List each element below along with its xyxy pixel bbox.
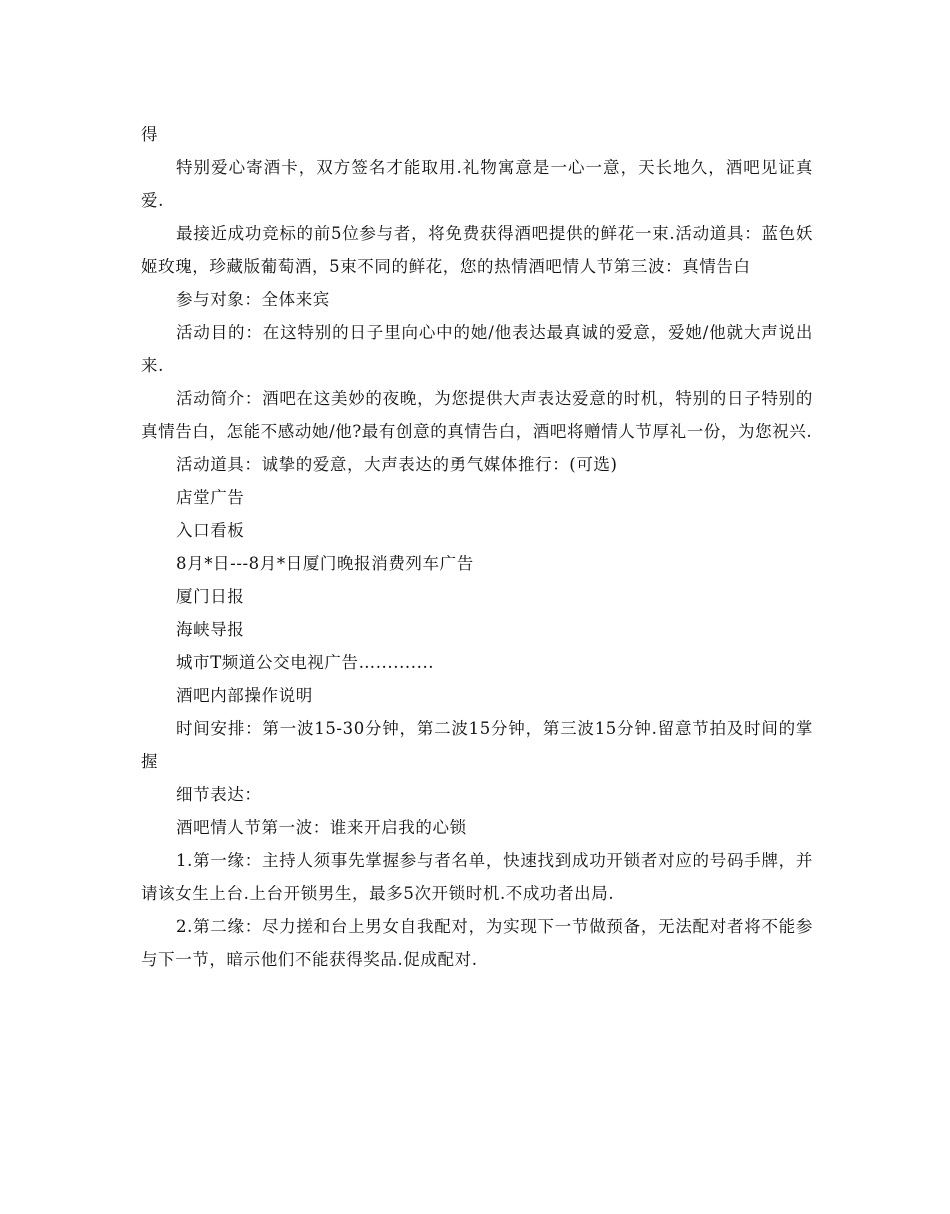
section-heading-operations: 酒吧内部操作说明 [176, 686, 313, 705]
list-item-strait-herald: 海峡导报 [176, 620, 245, 639]
list-item-xiamen-daily: 厦门日报 [176, 587, 245, 606]
document-body [141, 118, 813, 976]
paragraph-bid-flowers: 最接近成功竞标的前5位参与者，将免费获得酒吧提供的鲜花一束.活动道具：蓝色妖姬玫瑰，珍藏版葡萄酒，5束不同的鲜花，您的热情酒吧情人节第三波：真情告白 [141, 224, 813, 276]
paragraph-introduction: 活动简介：酒吧在这美妙的夜晚，为您提供大声表达爱意的时机，特别的日子特别的真情告白，怎能不感动她/他?最有创意的真情告白，酒吧将赠情人节厚礼一份，为您祝兴. [141, 389, 813, 441]
paragraph-time-schedule: 时间安排：第一波15-30分钟，第二波15分钟，第三波15分钟.留意节拍及时间的掌握 [141, 719, 813, 771]
paragraph-purpose: 活动目的：在这特别的日子里向心中的她/他表达最真诚的爱意，爱她/他就大声说出来. [141, 323, 813, 375]
paragraph-details-heading: 细节表达： [176, 785, 262, 804]
list-item-entrance-board: 入口看板 [176, 521, 245, 540]
paragraph-step-one: 1.第一缘：主持人须事先掌握参与者名单，快速找到成功开锁者对应的号码手牌，并请该女生上台.上台开锁男生，最多5次开锁时机.不成功者出局. [141, 851, 813, 903]
list-item-bus-tv-ad: 城市T频道公交电视广告….......... [176, 653, 435, 672]
paragraph-fragment: 得 [141, 125, 159, 144]
list-item-evening-news-ad: 8月*日---8月*日厦门晚报消费列车广告 [176, 554, 474, 573]
paragraph-wave-one-title: 酒吧情人节第一波：谁来开启我的心锁 [176, 818, 467, 837]
list-item-store-ads: 店堂广告 [176, 488, 245, 507]
paragraph-props-media: 活动道具：诚挚的爱意，大声表达的勇气媒体推行：(可选) [176, 455, 618, 474]
paragraph-step-two: 2.第二缘：尽力搓和台上男女自我配对，为实现下一节做预备，无法配对者将不能参与下一节，暗示他们不能获得奖品.促成配对. [141, 917, 813, 969]
paragraph-participants: 参与对象：全体来宾 [176, 290, 330, 309]
paragraph-love-wine-card: 特别爱心寄酒卡，双方签名才能取用.礼物寓意是一心一意，天长地久，酒吧见证真爱. [141, 158, 813, 210]
